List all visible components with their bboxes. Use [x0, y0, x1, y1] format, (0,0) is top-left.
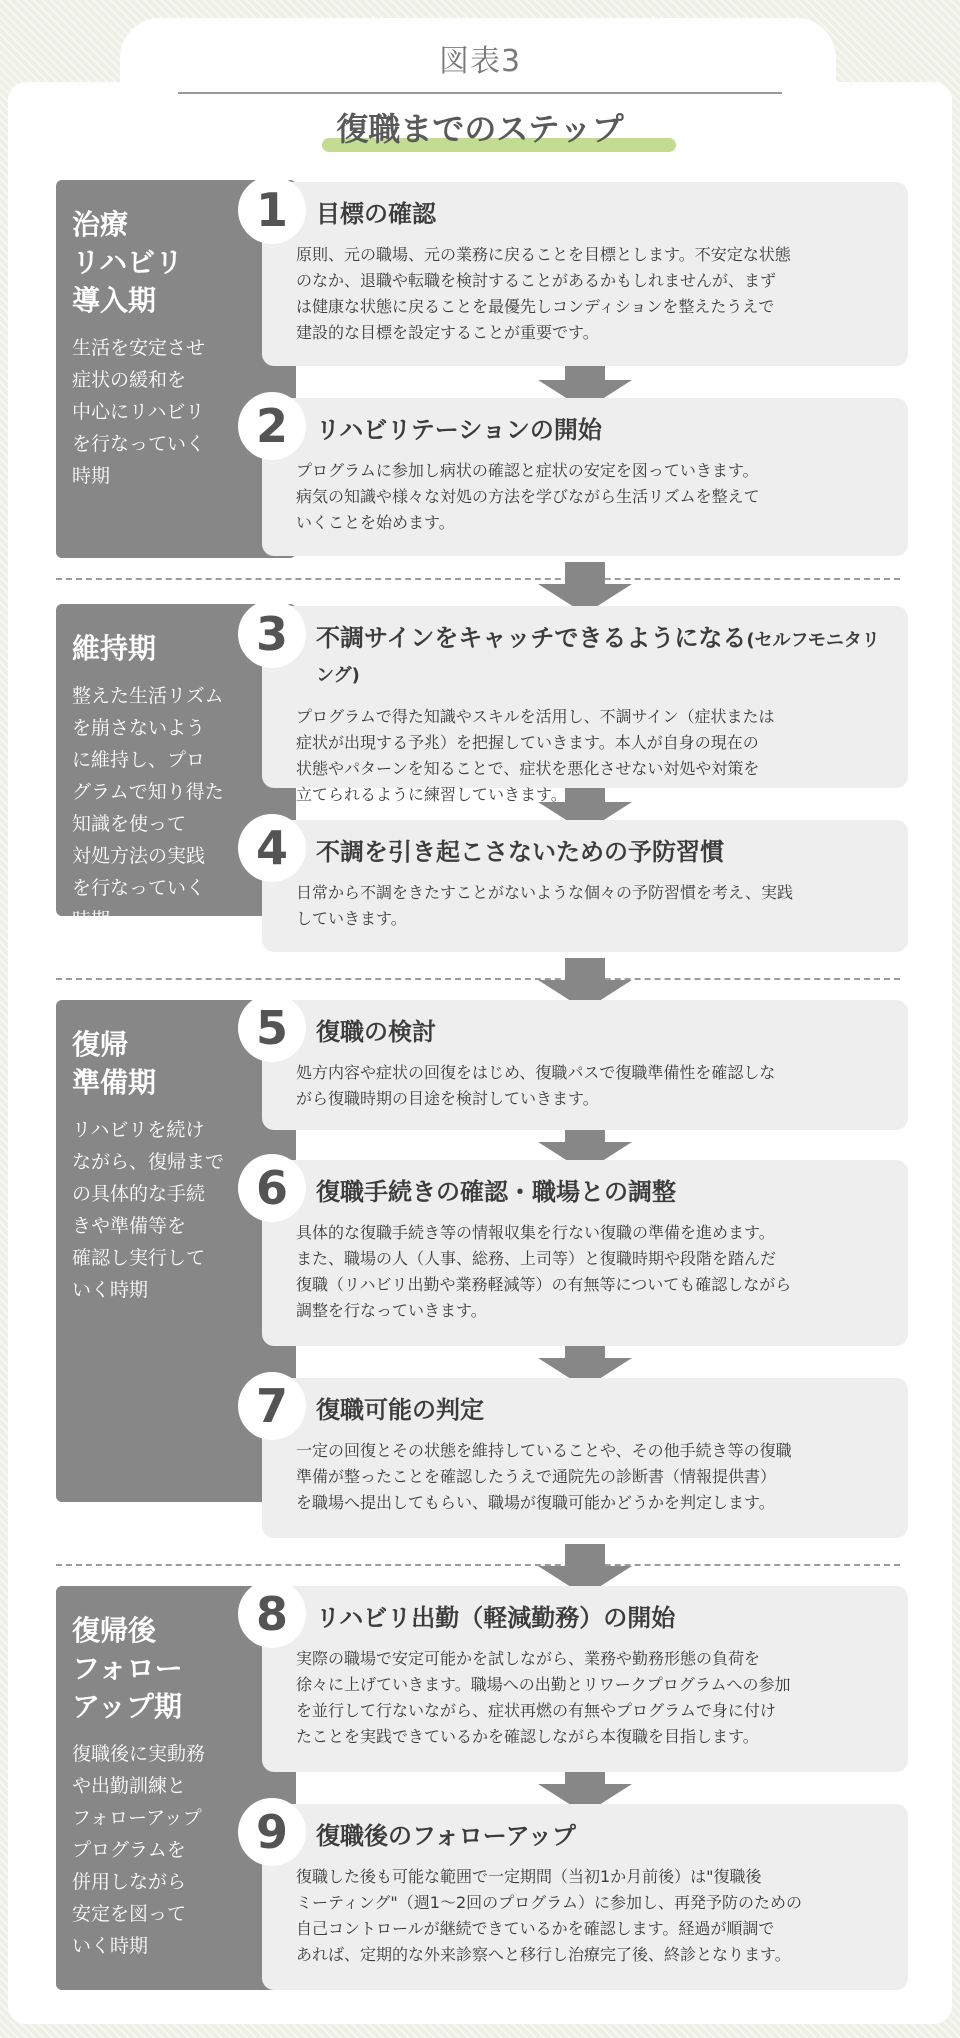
- step-title: 復職後のフォローアップ: [316, 1822, 576, 1850]
- phase-divider: [56, 1564, 900, 1566]
- step-title: 復職の検討: [316, 1018, 436, 1046]
- step-number: 6: [238, 1154, 306, 1222]
- step-card-1: [255, 182, 908, 366]
- step-card-4: [255, 820, 908, 952]
- step-title: 不調を引き起こさないための予防習慣: [316, 838, 724, 866]
- step-title: リハビリテーションの開始: [316, 416, 602, 444]
- step-number: 9: [238, 1798, 306, 1866]
- step-description: 日常から不調をきたすことがないような個々の予防習慣を考え、実践 していきます。: [296, 883, 793, 928]
- phase-description: 整えた生活リズム を崩さないよう に維持し、プロ グラムで知り得た 知識を使って 対処方法の実践 を行なっていく 時期: [72, 685, 224, 931]
- phase-title: 復帰後 フォロー アップ期: [72, 1614, 183, 1723]
- step-card-5: [255, 1000, 908, 1130]
- phase-description: 復職後に実動務 や出勤訓練と フォローアップ プログラムを 併用しながら 安定を図って いく時期: [72, 1743, 206, 1957]
- step-number: 2: [238, 392, 306, 460]
- phase-divider: [56, 978, 900, 980]
- step-number: 4: [238, 814, 306, 882]
- step-description: 復職した後も可能な範囲で一定期間（当初1か月前後）は"復職後 ミーティング"（週1～2回のプログラム）に参加し、再発予防のための 自己コントロールが継続できているかを確認します。経過が順調で あれば、定期的な外来診察へと移行し治療完了後、終診となります。: [296, 1867, 802, 1964]
- step-number: 1: [238, 176, 306, 244]
- step-card-2: [255, 398, 908, 556]
- step-number: 5: [238, 994, 306, 1062]
- step-title: 復職可能の判定: [316, 1396, 484, 1424]
- phase-description: 生活を安定させ 症状の緩和を 中心にリハビリ を行なっていく 時期: [72, 337, 206, 487]
- step-card-9: [255, 1804, 908, 1990]
- step-description: 実際の職場で安定可能かを試しながら、業務や勤務形態の負荷を 徐々に上げていきます。職場への出勤とリワークプログラムへの参加 を並行して行ないながら、症状再燃の有無やプログラムで身に付け たことを実践できているかを確認しながら本復職を目指します。: [296, 1649, 791, 1746]
- step-number: 3: [238, 600, 306, 668]
- step-title: リハビリ出勤（軽減勤務）の開始: [316, 1604, 676, 1632]
- phase-divider: [56, 578, 900, 580]
- header-rule: [178, 92, 782, 94]
- figure-number: 図表3: [438, 44, 522, 79]
- step-description: 処方内容や症状の回復をはじめ、復職パスで復職準備性を確認しな がら復職時期の目途を検討していきます。: [296, 1063, 776, 1108]
- step-card-7: [255, 1378, 908, 1538]
- step-title-suffix: (セルフモニタリング): [316, 630, 880, 686]
- phase-description: リハビリを続け ながら、復帰まで の具体的な手続 きや準備等を 確認し実行して いく時期: [72, 1119, 225, 1301]
- step-description: 原則、元の職場、元の業務に戻ることを目標とします。不安定な状態 のなか、退職や転職を検討することがあるかもしれませんが、まず は健康な状態に戻ることを最優先しコンディションを整えたうえで 建設的な目標を設定することが重要です。: [296, 245, 791, 342]
- phase-title: 維持期: [72, 632, 157, 665]
- step-title: 復職手続きの確認・職場との調整: [316, 1178, 676, 1206]
- step-title: [316, 622, 892, 692]
- phase-title: 治療 リハビリ 導入期: [72, 208, 184, 317]
- step-description: 一定の回復とその状態を維持していることや、その他手続き等の復職 準備が整ったことを確認したうえで通院先の診断書（情報提供書） を職場へ提出してもらい、職場が復職可能かどうかを判定します。: [296, 1441, 792, 1512]
- phase-block-4: [56, 1586, 296, 1990]
- step-number: 8: [238, 1580, 306, 1648]
- step-card-3: [255, 606, 908, 804]
- step-title: 目標の確認: [316, 200, 436, 228]
- step-number: 7: [238, 1372, 306, 1440]
- step-description: プログラムで得た知識やスキルを活用し、不調サイン（症状または 症状が出現する予兆）を把握していきます。本人が自身の現在の 状態やパターンを知ることで、症状を悪化させない対処や対策を 立てられるように練習していきます。: [296, 707, 775, 804]
- step-description: プログラムに参加し病状の確認と症状の安定を図っていきます。 病気の知識や様々な対処の方法を学びながら生活リズムを整えて いくことを始めます。: [296, 461, 760, 532]
- step-title-main: 不調サインをキャッチできるようになる: [316, 624, 747, 652]
- phase-title: 復帰 準備期: [72, 1028, 157, 1099]
- step-card-6: [255, 1160, 908, 1346]
- diagram-title: 復職までのステップ: [336, 110, 624, 148]
- step-description: 具体的な復職手続き等の情報収集を行ない復職の準備を進めます。 また、職場の人（人事、総務、上司等）と復職時期や段階を踏んだ 復職（リハビリ出勤や業務軽減等）の有無等についても確認しながら 調整を行なっていきます。: [296, 1223, 792, 1320]
- step-card-8: [255, 1586, 908, 1772]
